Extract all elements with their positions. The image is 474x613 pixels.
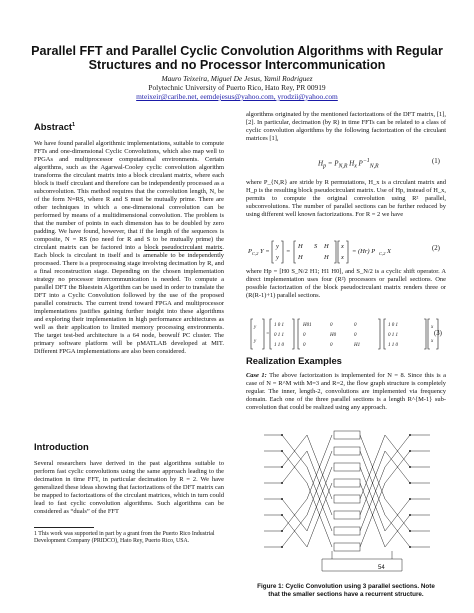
equation-1-number: (1) [432,158,440,165]
svg-text:C,2: C,2 [379,251,386,256]
svg-text:H0: H0 [330,333,337,338]
svg-text:0: 0 [303,343,306,348]
abstract-text-cont: . Each block is circulant in itself and is amenable to be independently processed. There is a preprocessing stage involving decimation by R, and a final reconstruction stage. Depending on the chosen implementation strategy no processor intercommunication is needed. To compute a parallel DFT the Bluestein Algorithm can be used in order to translate the DFT into a Cyclic Convolution followed by the use of the proposed parallel constructs. The current trend toward FPGA and multiprocessor implementations justifies gaining further insight into these algorithms and exploring their implementation in high performance architectures as well as their application to limited memory processing environments. The target test-bed architecture is a 64 node, beowulf PC cluster. The primary software platform will be pMATLAB developed at MIT. Different FPGA implementations are also been considered. [34,244,224,355]
authors: Mauro Teixeira, Miguel De Jesus, Yamil Rodriguez [161,74,313,83]
svg-text:0: 0 [330,323,333,328]
svg-text:H: H [324,243,329,250]
right-para-3 [246,268,446,300]
svg-text:X: X [387,248,391,255]
figure-label-54: 54 [378,565,385,571]
abstract-text: We have found parallel algorithmic implementations, suitable to compute FFTs and one-dimensional Cyclic Convolutions, which also map well to FPGAs and multiprocessor computational environments. Certain algorithms, such as the Agarwal-Cooley cyclic convolution algorithm transforms the circulant matrix into a block circulant matrix, where each block is itself circulant and therefore can be independently processed as a subconvolution. This method requires that the convolution length, N, be of the form N=RS, where R and S must be mutually prime. There are other techniques in which a one-dimensional convolution can be performed by means of a multidimensional convolution. The problem is that the number of points in each dimension has to be doubled by zero padding. We have found, however, that if the length of the sequences is composite, N = RS (no need for R and S to be mutually prime) the circulant matrix can be factored into a [34,140,224,251]
caption-line-1: Figure 1: Cyclic Convolution using 3 parallel sections. Note [257,583,435,590]
paper-title [20,44,454,72]
footnote: 1 This work was supported in part by a grant from the Puerto Rico Industrial Development Company (PRIDCO), Hato Rey, Puerto Rico, USA. [34,531,215,545]
flow-graph-figure [262,425,432,580]
caption-line-2: that the smaller sections have a recurrent structure. [268,590,424,598]
svg-text:0 1 1: 0 1 1 [274,333,284,338]
svg-text:1 1 0: 1 1 0 [274,343,284,348]
realization-heading: Realization Examples [246,355,342,366]
svg-text:0 1 1: 0 1 1 [388,333,398,338]
svg-text:0: 0 [354,333,357,338]
svg-text:1 1 0: 1 1 0 [388,343,398,348]
realization-text: The above factorization is implemented for N = 8. Since this is a case of N = R^M with M=3 and R=2, the flow graph structure is completely regular. The inner, length-2, convolutions are implemented via frequency domain. Each one of the three parallel sections is a length R^{M-1} sub-convolution that could be realized using any approach. [246,372,446,411]
svg-text:0: 0 [330,343,333,348]
svg-text:1 0 1: 1 0 1 [274,323,284,328]
svg-text:=: = [266,332,270,337]
right-para-2-text: where P_{N,R} are stride by R permutations, H_x is a circulant matrix and H_p is the resulting block pseudocirculant matrix. Use of Hp, instead of H_x, permits to compute the original convolution using R² parallel, subconvolutions. The number of parallel sections can be further reduced by using different well known factorizations. For R = 2 we have [246,179,446,218]
right-para-3-text: where Hp = [H0 S_N/2 H1; H1 H0], and S_N/2 is a cyclic shift operator. A direct implementation uses four (R²) processors or parallel sections. One possible factorization of the block pseudocirculant matrix renders three or (R(R-1)+1) parallel sections. [246,268,446,299]
equation-3 [248,316,448,352]
svg-text:H1: H1 [354,343,361,348]
abstract-underlined-term: block pseudocirculant matrix [144,244,223,251]
equation-1: $H_p = P_{N,R}$ $H_x$ $P^{-1}_{N,R}$ [318,158,379,170]
svg-text:H: H [298,243,303,250]
right-para-1-text: algorithms originated by the mentioned factorizations of the DFT matrix, [1], [2]. In particular, decimation (by R) in time FFTs can be related to a class of cyclic convolution algorithms by the following factorization of the circulant matrices [1], [246,111,446,142]
title-line-2: Structures and no Processor Intercommunication [88,58,386,72]
equation-3-number: (3) [434,330,442,337]
svg-text:H: H [298,254,303,261]
svg-text:y: y [254,339,257,344]
svg-text:= (Hr) P: = (Hr) P [352,248,376,255]
right-para-1 [246,111,446,143]
svg-text:=: = [286,248,291,255]
svg-text:x: x [431,339,434,344]
introduction-heading: Introduction [34,441,89,452]
title-line-1: Parallel FFT and Parallel Cyclic Convolution Algorithms with Regular [31,44,443,58]
svg-text:0: 0 [354,323,357,328]
equation-2-number: (2) [432,245,440,252]
introduction-text: Several researchers have derived in the past algorithms suitable to perform fast cyclic convolutions using the same approach leading to the decimation in time FFT, in particular decimation by R = 2. We have generalized these ideas showing that factorizations of the DFT matrix can be mapped to factorizations of the circulant matrices, which in turn could lead to fast cyclic convolution algorithms. Such algorithms can be considered as “duals” of the FFT [34,460,224,515]
svg-text:0: 0 [303,333,306,338]
svg-text:y: y [276,243,279,250]
svg-text:C,2: C,2 [252,251,259,256]
svg-text:x: x [341,254,344,261]
svg-text:x: x [341,243,344,250]
svg-text:y: y [276,254,279,261]
abstract-footnote-mark: 1 [72,121,76,128]
figure-caption [246,583,446,598]
svg-text:P: P [248,248,252,255]
realization-body [246,372,446,412]
footnote-rule [34,527,94,528]
introduction-body [34,460,224,516]
svg-text:S: S [314,243,318,250]
abstract-heading-text: Abstract [34,121,73,132]
svg-text:H: H [324,254,329,261]
svg-text:Y =: Y = [260,248,270,255]
svg-text:x: x [431,325,434,330]
svg-text:1 0 1: 1 0 1 [388,323,398,328]
abstract-heading [34,121,75,132]
equation-2 [248,236,448,266]
affiliation: Polytechnic University of Puerto Rico, Hato Rey, PR 00919 [148,83,326,92]
abstract-body [34,140,224,356]
right-para-2 [246,179,446,219]
svg-text:H01: H01 [303,323,312,328]
case-label: Case 1: [246,372,267,379]
svg-text:y: y [254,325,257,330]
author-emails[interactable]: mteixeir@caribe.net, eemdejesus@yahoo.com, yrodzii@yahoo.com [136,92,338,101]
